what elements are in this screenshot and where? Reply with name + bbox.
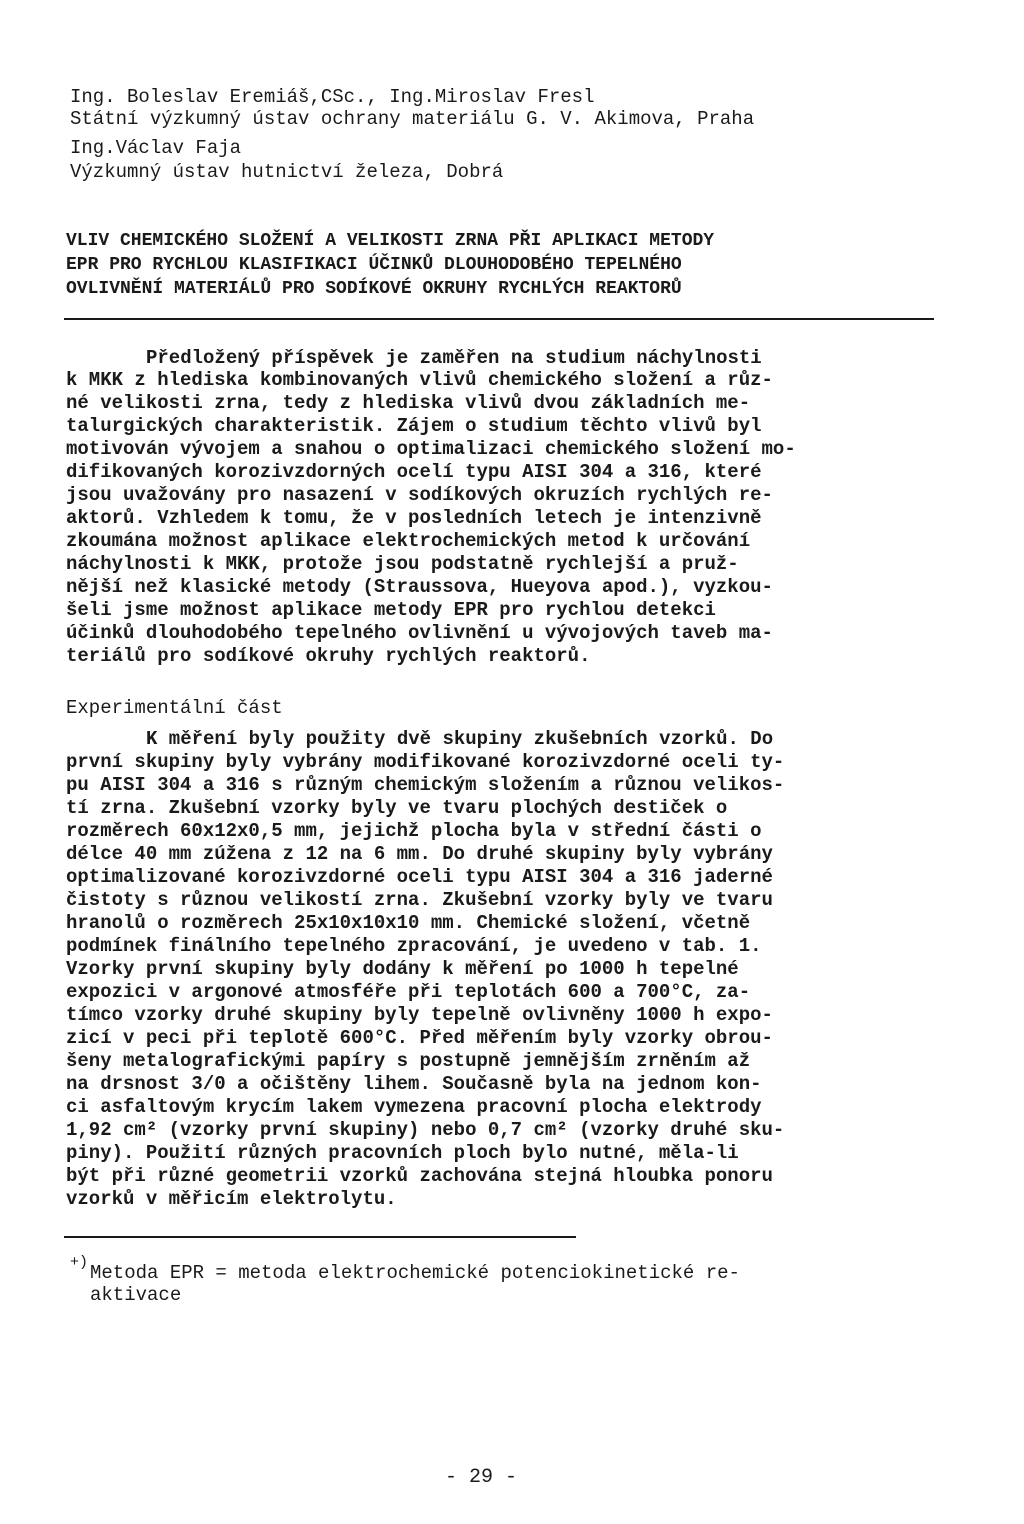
- author-line-2: Ing.Václav Faja: [70, 137, 242, 159]
- body-line: hranolů o rozměrech 25x10x10x10 mm. Chemické složení, včetně: [66, 912, 751, 934]
- body-line: šeny metalografickými papíry s postupně jemnějším zrněním až: [66, 1050, 751, 1072]
- body-line: K měření byly použity dvě skupiny zkušebních vzorků. Do: [146, 728, 774, 750]
- body-line: být při různé geometrii vzorků zachována stejná hloubka ponoru: [66, 1165, 773, 1187]
- abstract-line: difikovaných korozivzdorných ocelí typu AISI 304 a 316, které: [66, 461, 762, 483]
- page-number: - 29 -: [445, 1466, 518, 1489]
- body-line: pu AISI 304 a 316 s různým chemickým složením a různou velikos-: [66, 774, 785, 796]
- abstract-line: k MKK z hlediska kombinovaných vlivů chemického složení a růz-: [66, 369, 773, 391]
- abstract-line: talurgických charakteristik. Zájem o studium těchto vlivů byl: [66, 415, 762, 437]
- abstract-line: Předložený příspěvek je zaměřen na studium náchylnosti: [146, 347, 762, 369]
- body-line: na drsnost 3/0 a očištěny lihem. Současně byla na jednom kon-: [66, 1073, 762, 1095]
- title-line-1: VLIV CHEMICKÉHO SLOŽENÍ A VELIKOSTI ZRNA PŘI APLIKACI METODY: [66, 231, 715, 251]
- body-line: rozměrech 60x12x0,5 mm, jejichž plocha byla v střední části o: [66, 820, 762, 842]
- body-line: 1,92 cm² (vzorky první skupiny) nebo 0,7 cm² (vzorky druhé sku-: [66, 1119, 785, 1141]
- body-line: Vzorky první skupiny byly dodány k měření po 1000 h tepelné: [66, 958, 739, 980]
- title-line-3: OVLIVNĚNÍ MATERIÁLŮ PRO SODÍKOVÉ OKRUHY RYCHLÝCH REAKTORŮ: [66, 279, 682, 299]
- abstract-line: nější než klasické metody (Straussova, Hueyova apod.), vyzkou-: [66, 576, 773, 598]
- footnote-line-2: aktivace: [90, 1284, 182, 1306]
- footnote-rule: [64, 1236, 576, 1238]
- abstract-line: náchylnosti k MKK, protože jsou podstatně rychlejší a pruž-: [66, 553, 739, 575]
- body-line: piny). Použití různých pracovních ploch bylo nutné, měla-li: [66, 1142, 739, 1164]
- institution-line-1: Státní výzkumný ústav ochrany materiálu G. V. Akimova, Praha: [70, 108, 755, 130]
- abstract-line: jsou uvažovány pro nasazení v sodíkových okruzích rychlých re-: [66, 484, 773, 506]
- institution-line-2: Výzkumný ústav hutnictví železa, Dobrá: [70, 161, 504, 183]
- section-heading: Experimentální část: [66, 697, 283, 719]
- abstract-line: motivován vývojem a snahou o optimalizaci chemického složení mo-: [66, 438, 796, 460]
- abstract-line: né velikosti zrna, tedy z hlediska vlivů dvou základních me-: [66, 392, 751, 414]
- body-line: první skupiny byly vybrány modifikované korozivzdorné oceli ty-: [66, 751, 785, 773]
- author-line-1: Ing. Boleslav Eremiáš,CSc., Ing.Miroslav Fresl: [70, 86, 595, 108]
- body-line: expozici v argonové atmosféře při teplotách 600 a 700°C, za-: [66, 981, 751, 1003]
- title-rule: [64, 318, 934, 320]
- abstract-line: teriálů pro sodíkové okruhy rychlých reaktorů.: [66, 645, 591, 667]
- body-line: délce 40 mm zúžena z 12 na 6 mm. Do druhé skupiny byly vybrány: [66, 843, 773, 865]
- body-line: tí zrna. Zkušební vzorky byly ve tvaru plochých destiček o: [66, 797, 728, 819]
- footnote-marker: +): [70, 1254, 89, 1271]
- abstract-line: aktorů. Vzhledem k tomu, že v posledních letech je intenzivně: [66, 507, 762, 529]
- abstract-line: zkoumána možnost aplikace elektrochemických metod k určování: [66, 530, 751, 552]
- abstract-line: šeli jsme možnost aplikace metody EPR pro rychlou detekci: [66, 599, 716, 621]
- body-line: tímco vzorky druhé skupiny byly tepelně ovlivněny 1000 h expo-: [66, 1004, 773, 1026]
- body-line: vzorků v měřicím elektrolytu.: [66, 1188, 397, 1210]
- title-line-2: EPR PRO RYCHLOU KLASIFIKACI ÚČINKŮ DLOUHODOBÉHO TEPELNÉHO: [66, 255, 682, 275]
- body-line: čistoty s různou velikostí zrna. Zkušební vzorky byly ve tvaru: [66, 889, 773, 911]
- body-line: podmínek finálního tepelného zpracování, je uvedeno v tab. 1.: [66, 935, 762, 957]
- abstract-line: účinků dlouhodobého tepelného ovlivnění u vývojových taveb ma-: [66, 622, 773, 644]
- footnote-line-1: Metoda EPR = metoda elektrochemické potenciokinetické re-: [90, 1262, 740, 1284]
- body-line: zicí v peci při teplotě 600°C. Před měřením byly vzorky obrou-: [66, 1027, 773, 1049]
- body-line: ci asfaltovým krycím lakem vymezena pracovní plocha elektrody: [66, 1096, 762, 1118]
- body-line: optimalizované korozivzdorné oceli typu AISI 304 a 316 jaderné: [66, 866, 773, 888]
